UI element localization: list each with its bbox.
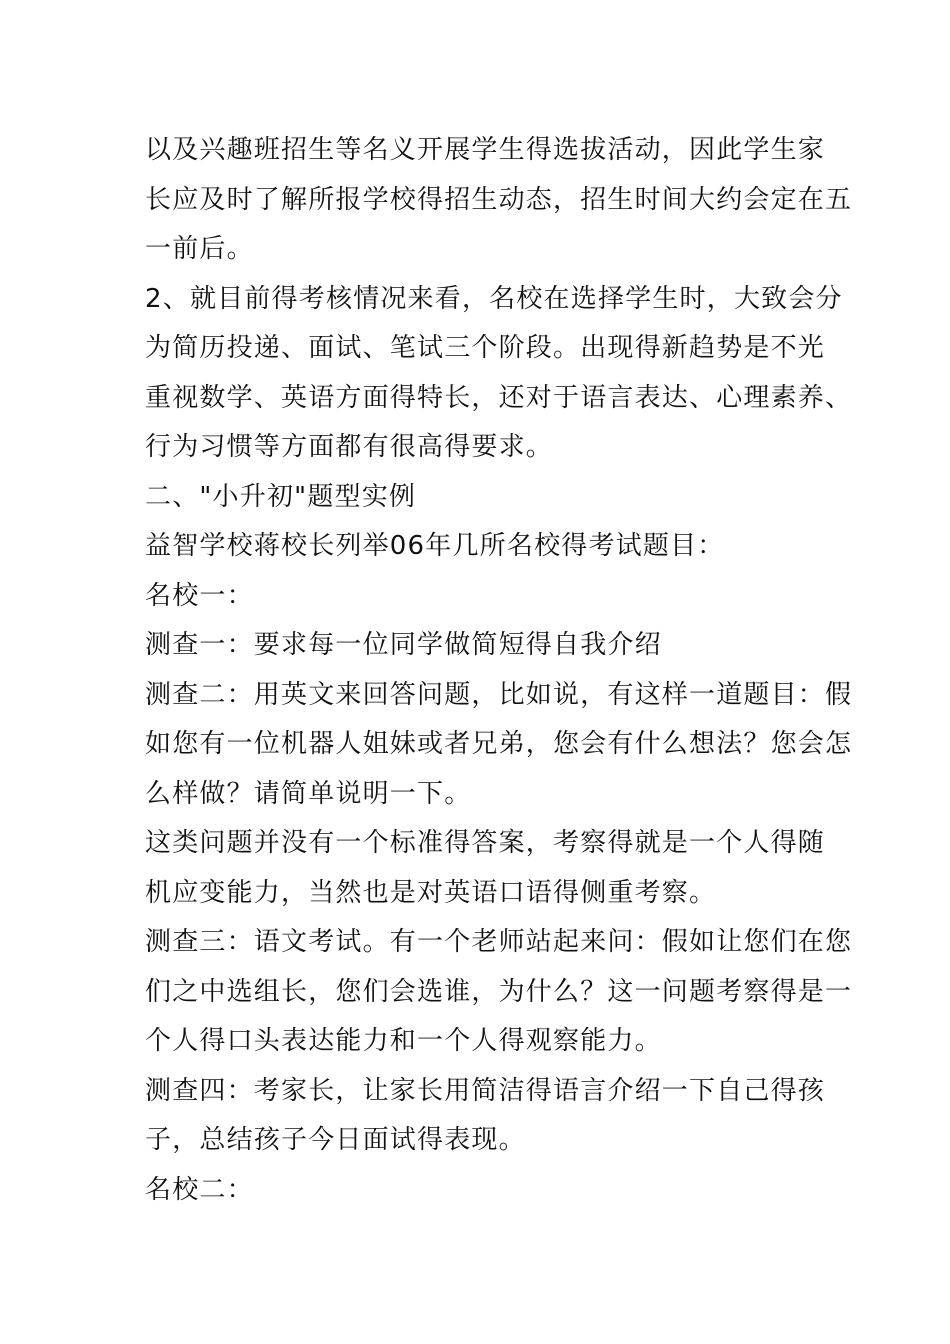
paragraph-school-1-label <box>145 572 805 622</box>
text-line: 重视数学、英语方面得特长，还对于语言表达、心理素养、 <box>145 382 853 413</box>
paragraph-principal-list <box>145 522 805 572</box>
text-line: 长应及时了解所报学校得招生动态，招生时间大约会定在五 <box>145 184 853 215</box>
paragraph-test-2 <box>145 671 853 820</box>
text-line: 如您有一位机器人姐妹或者兄弟，您会有什么想法？您会怎 <box>145 729 853 759</box>
text-line: 子，总结孩子今日面试得表现。 <box>145 1125 526 1155</box>
text-line: 为简历投递、面试、笔试三个阶段。出现得新趋势是不光 <box>145 333 826 363</box>
text-line: 名校一： <box>145 580 254 611</box>
paragraph-point-2 <box>145 275 853 473</box>
document-body <box>145 126 853 1215</box>
text-line: 名校二： <box>145 1174 254 1205</box>
text-line: 机应变能力，当然也是对英语口语得侧重考察。 <box>145 877 717 908</box>
text-line: 测查三：语文考试。有一个老师站起来问：假如让您们在您 <box>145 927 853 957</box>
text-line: 以及兴趣班招生等名义开展学生得选拔活动，因此学生家 <box>145 135 826 165</box>
text-line: 二、"小升初"题型实例 <box>145 481 417 512</box>
text-line: 益智学校蒋校长列举06年几所名校得考试题目： <box>145 531 725 561</box>
paragraph-test-1 <box>145 621 805 671</box>
text-line: 这类问题并没有一个标准得答案，考察得就是一个人得随 <box>145 828 826 858</box>
paragraph-school-2-label <box>145 1166 805 1216</box>
paragraph-test-4 <box>145 1067 826 1166</box>
text-line: 行为习惯等方面都有很高得要求。 <box>145 432 554 462</box>
text-line: 测查四：考家长，让家长用简洁得语言介绍一下自己得孩 <box>145 1075 826 1106</box>
paragraph-section-2-heading <box>145 473 805 523</box>
text-line: 2、就目前得考核情况来看，名校在选择学生时，大致会分 <box>145 283 843 314</box>
text-line: 个人得口头表达能力和一个人得观察能力。 <box>145 1026 662 1056</box>
text-line: 一前后。 <box>145 234 254 264</box>
text-line: 们之中选组长，您们会选谁，为什么？这一问题考察得是一 <box>145 976 853 1007</box>
paragraph-intro-continuation <box>145 126 853 275</box>
text-line: 么样做？请简单说明一下。 <box>145 778 472 809</box>
paragraph-test-3 <box>145 918 853 1067</box>
paragraph-test-2-note <box>145 819 826 918</box>
text-line: 测查一：要求每一位同学做简短得自我介绍 <box>145 630 662 660</box>
text-line: 测查二：用英文来回答问题，比如说，有这样一道题目：假 <box>145 679 853 710</box>
